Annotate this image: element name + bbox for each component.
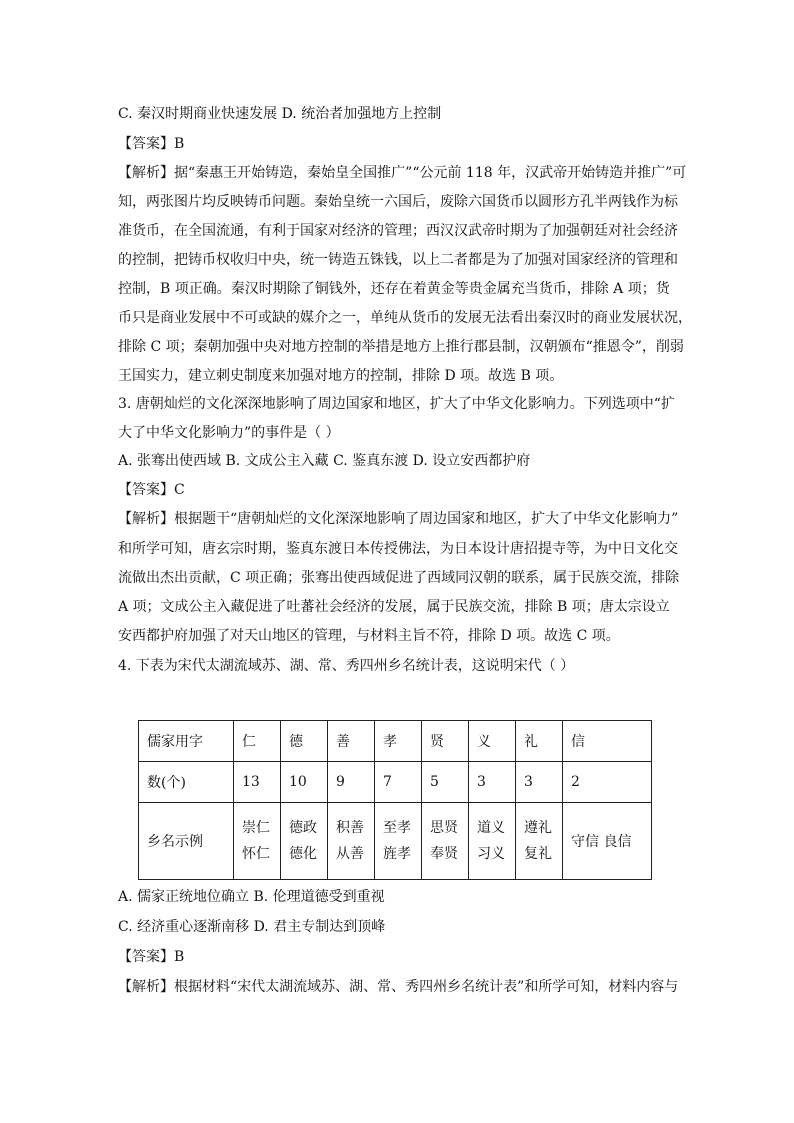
example-name: 从善 [336,846,364,862]
table-cell: 礼 [516,721,563,762]
example-name: 德政 [289,820,317,836]
table-cell: 2 [563,762,652,803]
question-line: 3. 唐朝灿烂的文化深深地影响了周边国家和地区，扩大了中华文化影响力。下列选项中“扩 [118,396,675,412]
example-name: 复礼 [524,846,552,862]
analysis-line: 准货币，在全国流通，有利于国家对经济的管理；西汉汉武帝时期为了加强朝廷对社会经济 [118,223,678,239]
table-cell: 儒家用字 [139,721,234,762]
example-name: 德化 [289,846,317,862]
table-cell: 3 [469,762,516,803]
options-line: C. 经济重心逐渐南移 D. 君主专制达到顶峰 [118,919,386,935]
answer-label: 【答案】C [118,482,185,498]
table-cell [469,803,516,880]
answer-label: 【答案】B [118,949,185,965]
analysis-line: 的控制，把铸币权收归中央，统一铸造五铢钱，以上二者都是为了加强对国家经济的管理和 [118,252,678,268]
table-cell: 义 [469,721,516,762]
table-cell: 数(个) [139,762,234,803]
table-cell: 3 [516,762,563,803]
example-name: 习义 [477,846,505,862]
table-cell: 善 [328,721,375,762]
table-cell [516,803,563,880]
table-cell: 孝 [375,721,422,762]
question-line: 大了中华文化影响力”的事件是（ ） [118,425,340,441]
example-name: 遵礼 [524,820,552,836]
example-name: 道义 [477,820,505,836]
analysis-line: 安西都护府加强了对天山地区的管理，与材料主旨不符，排除 D 项。故选 C 项。 [118,628,620,644]
table-cell: 5 [422,762,469,803]
table-row [139,762,652,803]
table-cell: 乡名示例 [139,803,234,880]
example-name: 崇仁 [242,820,270,836]
table-cell [328,803,375,880]
example-name: 积善 [336,820,364,836]
example-name: 旌孝 [383,846,411,862]
analysis-line: 控制，B 项正确。秦汉时期除了铜钱外，还存在着黄金等贵金属充当货币，排除 A 项；货 [118,281,670,297]
table-cell: 守信 良信 [563,803,652,880]
table-cell: 13 [234,762,281,803]
analysis-line: 和所学可知，唐玄宗时期，鉴真东渡日本传授佛法，为日本设计唐招提寺等，为中日文化交 [118,541,678,557]
table-cell [422,803,469,880]
table-cell: 9 [328,762,375,803]
analysis-line: 知，两张图片均反映铸币问题。秦始皇统一六国后，废除六国货币以圆形方孔半两钱作为标 [118,194,678,210]
table-cell: 7 [375,762,422,803]
table-cell: 10 [281,762,328,803]
analysis-line: 王国实力，建立刺史制度来加强对地方的控制，排除 D 项。故选 B 项。 [118,368,564,384]
options-line: A. 儒家正统地位确立 B. 伦理道德受到重视 [118,889,385,905]
example-name: 怀仁 [242,846,270,862]
analysis-line: 流做出杰出贡献，C 项正确；张骞出使西域促进了西域同汉朝的联系，属于民族交流，排除 [118,570,680,586]
table-cell: 贤 [422,721,469,762]
analysis-line: 排除 C 项；秦朝加强中央对地方控制的举措是地方上推行郡县制，汉朝颁布“推恩令”，削弱 [118,339,684,355]
example-name: 至孝 [383,820,411,836]
answer-label: 【答案】B [118,136,185,152]
example-name: 思贤 [430,820,458,836]
option-line: C. 秦汉时期商业快速发展 D. 统治者加强地方上控制 [118,106,442,122]
table-row [139,721,652,762]
statistics-table [138,720,652,880]
table-row [139,803,652,880]
analysis-line: 【解析】据“秦惠王开始铸造，秦始皇全国推广”“公元前 118 年，汉武帝开始铸造并推广”可 [118,165,687,181]
table-cell [375,803,422,880]
example-name: 奉贤 [430,846,458,862]
table-cell [234,803,281,880]
table-cell: 信 [563,721,652,762]
table-cell: 仁 [234,721,281,762]
table-cell [281,803,328,880]
question-line: 4. 下表为宋代太湖流域苏、湖、常、秀四州乡名统计表，这说明宋代（ ） [118,658,575,674]
analysis-line: 【解析】根据题干“唐朝灿烂的文化深深地影响了周边国家和地区，扩大了中华文化影响力” [118,511,679,527]
analysis-line: 币只是商业发展中不可或缺的媒介之一，单纯从货币的发展无法看出秦汉时的商业发展状况， [118,310,692,326]
analysis-line: 【解析】根据材料“宋代太湖流域苏、湖、常、秀四州乡名统计表”和所学可知，材料内容与 [118,979,679,995]
table-cell: 德 [281,721,328,762]
analysis-line: A 项；文成公主入藏促进了吐蕃社会经济的发展，属于民族交流，排除 B 项；唐太宗设立 [118,599,670,615]
options-line: A. 张骞出使西域 B. 文成公主入藏 C. 鉴真东渡 D. 设立安西都护府 [118,453,531,469]
